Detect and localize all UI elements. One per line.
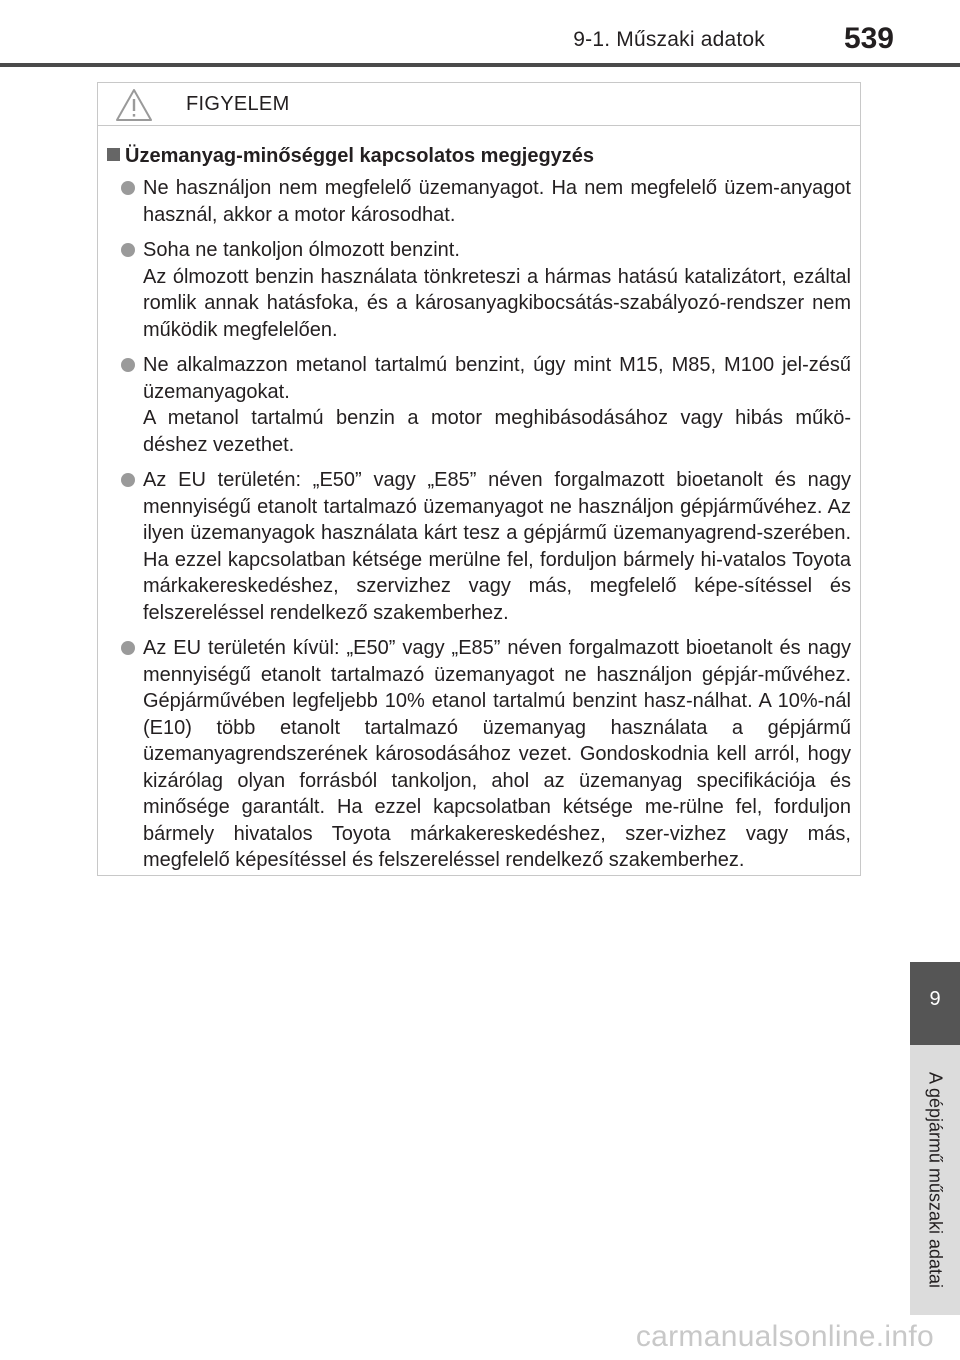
- circle-bullet-icon: [121, 358, 135, 372]
- bullet-item: [98, 635, 860, 874]
- bullet-text: Az ólmozott benzin használata tönkreteszi a hármas hatású katalizátort, ezáltal romlik annak hatásfoka, és a károsanyagkibocsátás-szabályozó-rendszer nem működik megfelelően.: [143, 265, 851, 341]
- chapter-number: 9: [929, 988, 941, 1010]
- chapter-title-tab: [910, 1045, 960, 1315]
- square-bullet-icon: [107, 148, 120, 161]
- warning-label: FIGYELEM: [186, 93, 290, 115]
- page-number: 539: [843, 22, 894, 55]
- bullet-text: Az EU területén kívül: „E50” vagy „E85” néven forgalmazott bioetanolt és nagy mennyiségű etanolt tartalmazó üzemanyagot ne használjon gépjár-művéhez. Gépjárművében legfeljebb 10% etanol tartalmú benzint hasz-nálhat. A 10%-nál (E10) több etanolt tartalmazó üzemanyag használata a gépjármű üzemanyagrendszerének károsodásához vezet. Gondoskodnia kell arról, hogy kizárólag olyan forrásból tankoljon, ahol az üzemanyag specifikációja és minősége garantált. Ha ezzel kapcsolatban kétsége me-rülne fel, forduljon bármely hivatalos Toyota márkakereskedéshez, szer-vizhez vagy más, megfelelő képesítéssel és felszereléssel rendelkező szakemberhez.: [143, 637, 851, 871]
- bullet-text: Ne használjon nem megfelelő üzemanyagot. Ha nem megfelelő üzem-anyagot használ, akkor a motor károsodhat.: [143, 177, 851, 226]
- circle-bullet-icon: [121, 243, 135, 257]
- bullet-item: [98, 237, 860, 343]
- watermark: carmanualsonline.info: [635, 1320, 934, 1353]
- circle-bullet-icon: [121, 473, 135, 487]
- bullet-text: Az EU területén: „E50” vagy „E85” néven forgalmazott bioetanolt és nagy mennyiségű etanolt tartalmazó üzemanyagot ne használjon gépjárművéhez. Az ilyen üzemanyagok használata kárt tesz a gépjármű üzemanyagrend-szerében. Ha ezzel kapcsolatban kétsége merülne fel, forduljon bármely hi-vatalos Toyota márkakereskedéshez, szervizhez vagy más, megfelelő képe-sítéssel és felszereléssel rendelkező szakemberhez.: [143, 469, 851, 624]
- bullet-text: Soha ne tankoljon ólmozott benzint.: [143, 239, 460, 261]
- warning-header: [98, 83, 860, 126]
- bullet-text: A metanol tartalmú benzin a motor meghibásodásához vagy hibás műkö-déshez vezethet.: [143, 407, 851, 456]
- chapter-tab: [910, 962, 960, 1045]
- circle-bullet-icon: [121, 641, 135, 655]
- header-section-title: 9-1. Műszaki adatok: [573, 28, 765, 51]
- bullet-item: [98, 175, 860, 228]
- chapter-title: A gépjármű műszaki adatai: [925, 1071, 946, 1289]
- warning-content: [98, 143, 860, 883]
- bullet-text: Ne alkalmazzon metanol tartalmú benzint, úgy mint M15, M85, M100 jel-zésű üzemanyagokat.: [143, 354, 851, 403]
- bullet-item: [98, 352, 860, 458]
- circle-bullet-icon: [121, 181, 135, 195]
- section-heading: [98, 143, 860, 169]
- warning-triangle-icon: [115, 88, 153, 122]
- header-rule: [0, 63, 960, 67]
- warning-box: [97, 82, 861, 876]
- bullet-item: [98, 467, 860, 626]
- section-heading-text: Üzemanyag-minőséggel kapcsolatos megjegyzés: [125, 145, 595, 167]
